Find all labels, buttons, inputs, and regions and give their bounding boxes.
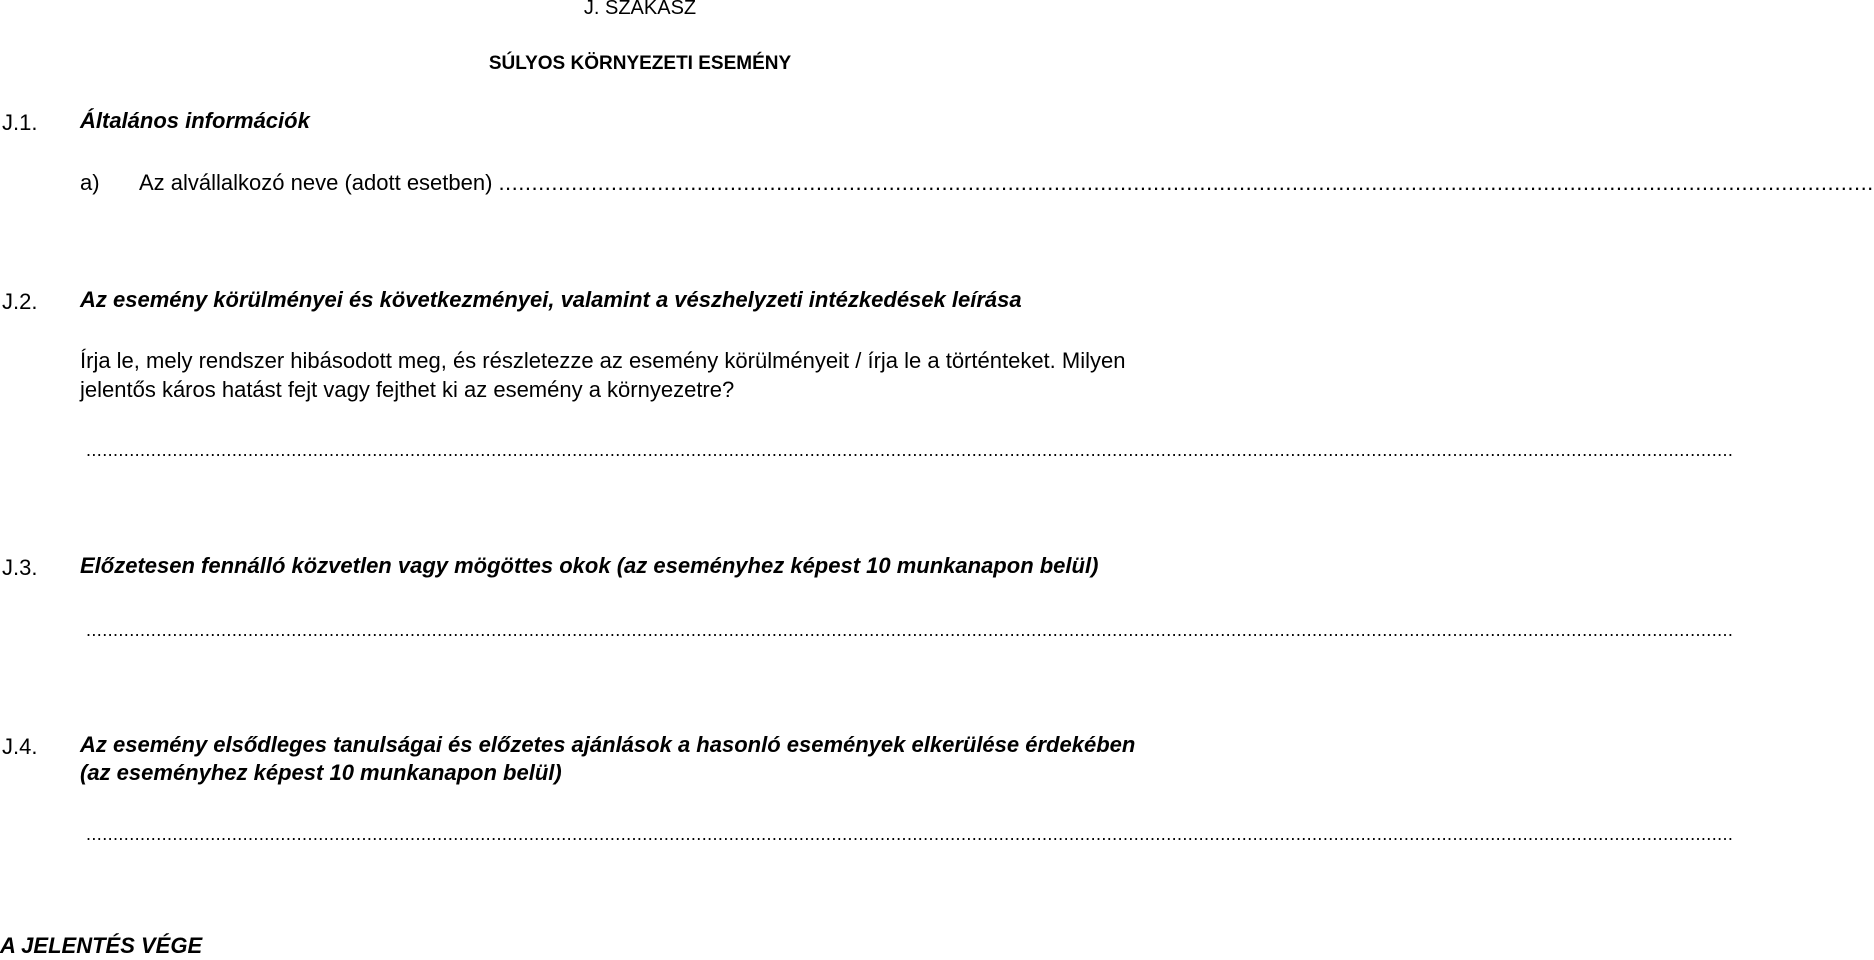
section-number-j1: J.1.	[2, 110, 38, 135]
section-title-j2: Az esemény körülményei és következményei, valamint a vészhelyzeti intézkedések leírása	[80, 287, 1022, 312]
section-title-j1: Általános információk	[80, 108, 310, 133]
fill-in-dots: ................................................................................................................................................................................................................	[498, 170, 1874, 195]
subcontractor-name-field[interactable]	[139, 170, 1874, 196]
section-number-j4: J.4.	[2, 734, 38, 759]
section-title-j4-line-1: Az esemény elsődleges tanulságai és előzetes ajánlások a hasonló események elkerülése érdekében	[80, 732, 1136, 757]
item-label-subcontractor: Az alvállalkozó neve (adott esetben)	[139, 170, 493, 195]
answer-line-j4[interactable]: .................................................................................................................................................................................................................................................................................................................	[86, 824, 1734, 844]
section-number-j3: J.3.	[2, 555, 38, 580]
answer-line-j3[interactable]: .................................................................................................................................................................................................................................................................................................................	[86, 620, 1734, 640]
item-letter-a: a)	[80, 170, 100, 195]
part-title: J. SZAKASZ	[583, 0, 697, 19]
answer-line-j2[interactable]: .................................................................................................................................................................................................................................................................................................................	[86, 440, 1734, 460]
report-end-label: A JELENTÉS VÉGE	[0, 933, 203, 958]
section-number-j2: J.2.	[2, 289, 38, 314]
section-title-j4	[80, 731, 1135, 787]
description-line-1: Írja le, mely rendszer hibásodott meg, és részletezze az esemény körülményeit / írja le a történteket. Milyen	[80, 348, 1126, 373]
part-subtitle: SÚLYOS KÖRNYEZETI ESEMÉNY	[488, 53, 792, 74]
section-description-j2	[80, 346, 1280, 404]
section-title-j4-line-2: (az eseményhez képest 10 munkanapon belül)	[80, 760, 562, 785]
description-line-2: jelentős káros hatást fejt vagy fejthet ki az esemény a környezetre?	[80, 377, 735, 402]
section-title-j3: Előzetesen fennálló közvetlen vagy mögöttes okok (az eseményhez képest 10 munkanapon belül)	[80, 553, 1099, 578]
